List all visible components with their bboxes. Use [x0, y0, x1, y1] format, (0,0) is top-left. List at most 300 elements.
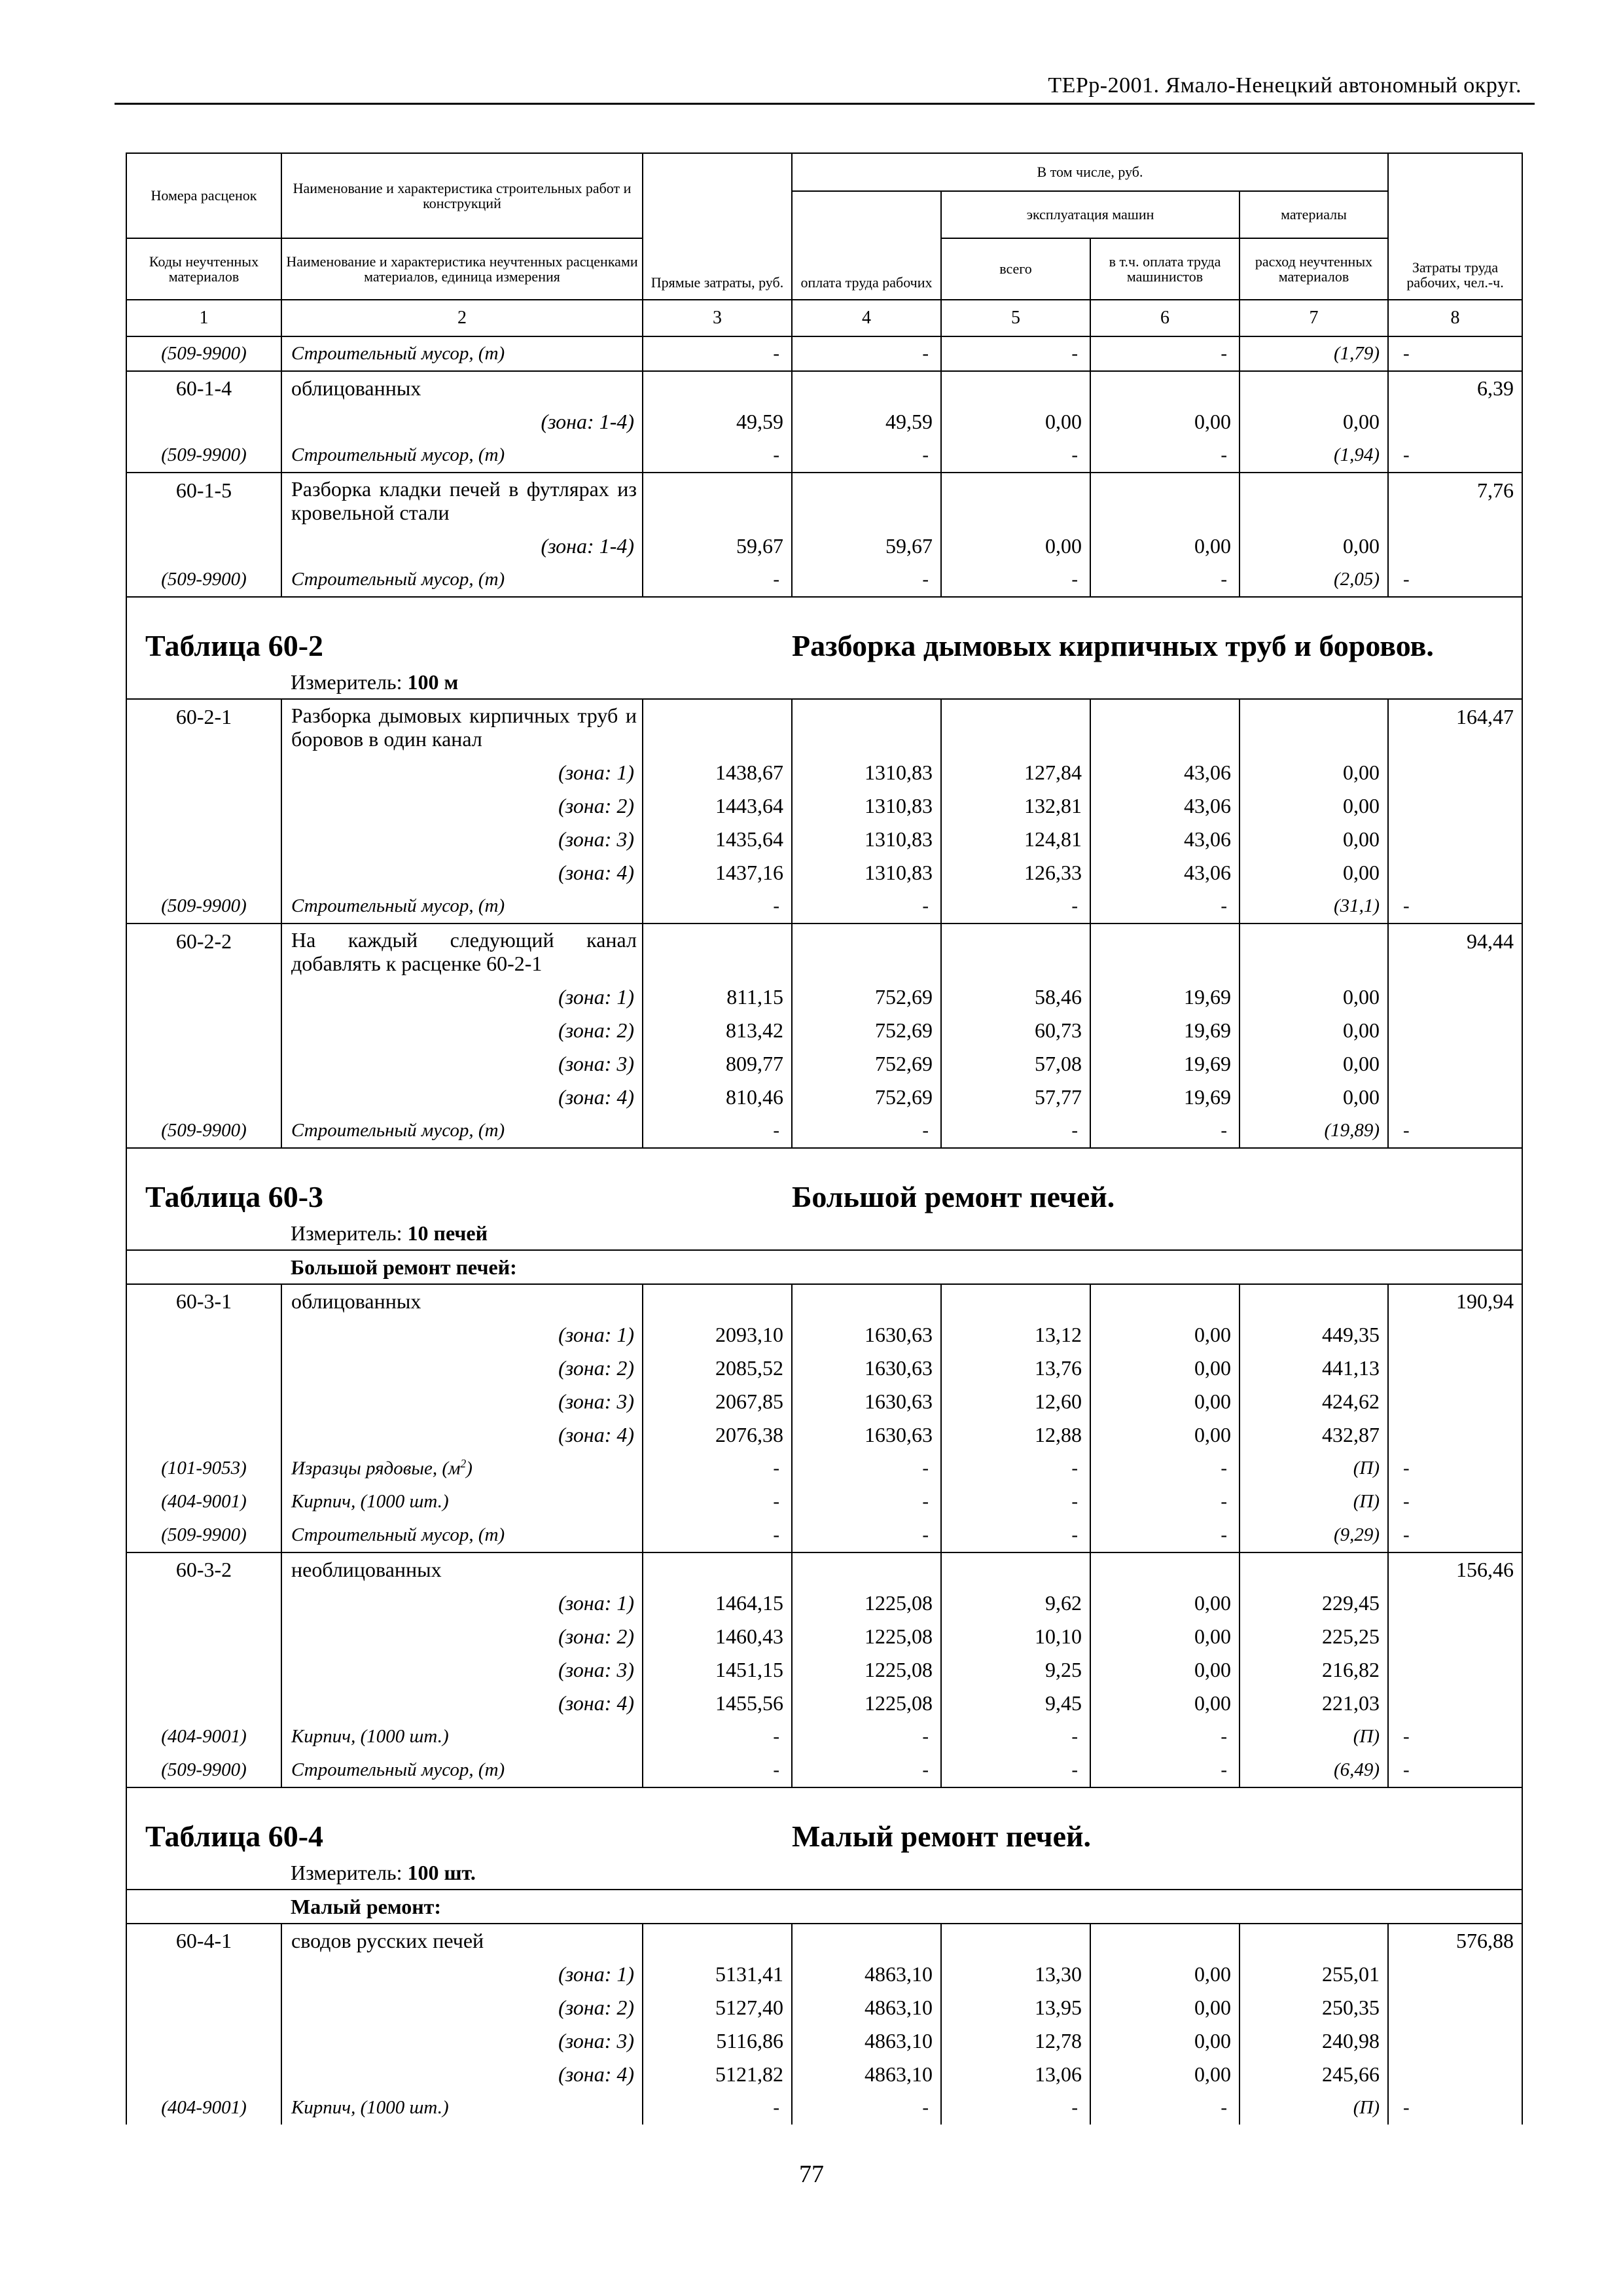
value-cell: 57,77 [941, 1081, 1090, 1114]
material-name-text: Строительный мусор, (т) [291, 444, 505, 465]
blank-cell [1240, 1552, 1388, 1587]
material-name-text: Строительный мусор, (т) [291, 1120, 505, 1141]
value-cell: 1225,08 [792, 1620, 941, 1653]
blank-cell [1090, 1924, 1240, 1958]
blank-cell [126, 1250, 281, 1284]
value-cell: 441,13 [1240, 1352, 1388, 1385]
col5-header: всего [941, 238, 1090, 300]
column-numbers-row [126, 300, 1522, 336]
blank-cell [1090, 699, 1240, 756]
table-number: Таблица 60-4 [126, 1787, 792, 1856]
value-cell: 1460,43 [643, 1620, 792, 1653]
dash-cell: - [1388, 889, 1522, 924]
dash-cell: - [941, 2091, 1090, 2125]
material-code: (509-9900) [126, 1114, 281, 1148]
blank-cell [792, 1284, 941, 1318]
value-cell: 1225,08 [792, 1587, 941, 1620]
blank-cell [126, 1081, 281, 1114]
material-name [281, 1753, 643, 1787]
zone-label: (зона: 3) [281, 2024, 643, 2058]
column-number: 8 [1388, 300, 1522, 336]
zone-row [126, 1081, 1522, 1114]
labor-cost: 156,46 [1388, 1552, 1522, 1587]
value-cell: 1310,83 [792, 756, 941, 789]
zone-row [126, 1620, 1522, 1653]
value-cell: 12,60 [941, 1385, 1090, 1418]
material-consumption: (9,29) [1240, 1518, 1388, 1552]
value-cell: 0,00 [1090, 1385, 1240, 1418]
blank-cell [1388, 1385, 1522, 1418]
blank-cell [1388, 1587, 1522, 1620]
value-cell: 19,69 [1090, 980, 1240, 1014]
dash-cell: - [643, 889, 792, 924]
value-cell: 1630,63 [792, 1385, 941, 1418]
value-cell: 221,03 [1240, 1687, 1388, 1720]
blank-cell [792, 1924, 941, 1958]
material-row [126, 1485, 1522, 1518]
zone-row [126, 2058, 1522, 2091]
dash-cell: - [941, 889, 1090, 924]
zone-row [126, 2024, 1522, 2058]
value-cell: 752,69 [792, 980, 941, 1014]
value-cell: 0,00 [1240, 405, 1388, 439]
value-cell: 229,45 [1240, 1587, 1388, 1620]
zone-label: (зона: 1-4) [281, 405, 643, 439]
zone-label: (зона: 1-4) [281, 529, 643, 563]
measure-row [126, 666, 1522, 699]
dash-cell: - [643, 1485, 792, 1518]
blank-cell [643, 1284, 792, 1318]
blank-cell [1388, 1014, 1522, 1047]
dash-cell: - [792, 563, 941, 597]
dash-cell: - [792, 1753, 941, 1787]
rate-code: 60-2-1 [126, 699, 281, 756]
blank-cell [941, 473, 1090, 529]
value-cell: 0,00 [1090, 1687, 1240, 1720]
zone-row [126, 1318, 1522, 1352]
blank-cell [126, 1217, 281, 1250]
blank-cell [126, 1991, 281, 2024]
dash-cell: - [643, 1753, 792, 1787]
value-cell: 124,81 [941, 823, 1090, 856]
value-cell: 245,66 [1240, 2058, 1388, 2091]
value-cell: 1455,56 [643, 1687, 792, 1720]
rate-name: На каждый следующий канал добавлять к расценке 60-2-1 [281, 924, 643, 980]
material-code: (509-9900) [126, 336, 281, 371]
material-row [126, 2091, 1522, 2125]
value-cell: 5131,41 [643, 1958, 792, 1991]
material-consumption: (1,79) [1240, 336, 1388, 371]
value-cell: 1443,64 [643, 789, 792, 823]
table-body [126, 153, 1522, 2125]
material-code: (509-9900) [126, 439, 281, 473]
value-cell: 0,00 [1090, 1991, 1240, 2024]
material-name [281, 889, 643, 924]
column-number: 5 [941, 300, 1090, 336]
dash-cell: - [1388, 336, 1522, 371]
col1-top-header: Номера расценок [126, 153, 281, 238]
zone-label: (зона: 1) [281, 1587, 643, 1620]
zone-row [126, 856, 1522, 889]
blank-cell [1240, 371, 1388, 405]
blank-cell [1388, 2024, 1522, 2058]
value-cell: 240,98 [1240, 2024, 1388, 2058]
material-row [126, 336, 1522, 371]
blank-cell [1388, 1991, 1522, 2024]
zone-row [126, 756, 1522, 789]
blank-cell [126, 789, 281, 823]
measure-label: Измеритель: [291, 1860, 402, 1884]
dash-cell: - [643, 1114, 792, 1148]
value-cell: 13,12 [941, 1318, 1090, 1352]
value-cell: 0,00 [1240, 1047, 1388, 1081]
value-cell: 19,69 [1090, 1014, 1240, 1047]
value-cell: 813,42 [643, 1014, 792, 1047]
material-name-end: ) [466, 1458, 473, 1479]
material-consumption: (П) [1240, 1452, 1388, 1485]
measure-value: 10 печей [407, 1221, 488, 1245]
zone-row [126, 1958, 1522, 1991]
value-cell: 424,62 [1240, 1385, 1388, 1418]
measure-label: Измеритель: [291, 670, 402, 694]
value-cell: 752,69 [792, 1047, 941, 1081]
col6-header: в т.ч. оплата труда машинистов [1090, 238, 1240, 300]
material-code: (101-9053) [126, 1452, 281, 1485]
value-cell: 0,00 [1090, 1958, 1240, 1991]
value-cell: 225,25 [1240, 1620, 1388, 1653]
blank-cell [792, 473, 941, 529]
value-cell: 2067,85 [643, 1385, 792, 1418]
blank-cell [126, 1047, 281, 1081]
dash-cell: - [941, 1518, 1090, 1552]
material-name [281, 1485, 643, 1518]
zone-row [126, 529, 1522, 563]
zone-label: (зона: 3) [281, 823, 643, 856]
rates-table [126, 152, 1523, 2125]
rate-row [126, 699, 1522, 756]
material-row [126, 889, 1522, 924]
zone-label: (зона: 1) [281, 756, 643, 789]
blank-cell [1388, 856, 1522, 889]
zone-label: (зона: 1) [281, 1318, 643, 1352]
blank-cell [1388, 756, 1522, 789]
value-cell: 1225,08 [792, 1687, 941, 1720]
dash-cell: - [941, 1485, 1090, 1518]
table-number: Таблица 60-2 [126, 597, 792, 666]
value-cell: 0,00 [1090, 1418, 1240, 1452]
material-row [126, 439, 1522, 473]
value-cell: 9,25 [941, 1653, 1090, 1687]
value-cell: 1464,15 [643, 1587, 792, 1620]
rate-row [126, 1924, 1522, 1958]
page-number: 77 [799, 2161, 824, 2188]
value-cell: 1310,83 [792, 856, 941, 889]
zone-label: (зона: 1) [281, 1958, 643, 1991]
dash-cell: - [1388, 1452, 1522, 1485]
dash-cell: - [941, 1753, 1090, 1787]
table-title-row [126, 1787, 1522, 1856]
materials-header: материалы [1240, 191, 1388, 238]
value-cell: 43,06 [1090, 756, 1240, 789]
dash-cell: - [1388, 439, 1522, 473]
zone-label: (зона: 4) [281, 1081, 643, 1114]
blank-cell [126, 1620, 281, 1653]
value-cell: 0,00 [1090, 1620, 1240, 1653]
zone-label: (зона: 4) [281, 856, 643, 889]
col1-bottom-header: Коды неучтенных материалов [126, 238, 281, 300]
value-cell: 0,00 [1090, 529, 1240, 563]
material-name-text: Кирпич, (1000 шт.) [291, 2097, 449, 2118]
zone-label: (зона: 1) [281, 980, 643, 1014]
dash-cell: - [1090, 889, 1240, 924]
labor-cost: 7,76 [1388, 473, 1522, 529]
material-consumption: (П) [1240, 1720, 1388, 1753]
blank-cell [1388, 1081, 1522, 1114]
value-cell: 0,00 [1090, 405, 1240, 439]
blank-cell [643, 1552, 792, 1587]
dash-cell: - [1388, 1114, 1522, 1148]
blank-cell [126, 1687, 281, 1720]
blank-cell [643, 699, 792, 756]
dash-cell: - [1090, 2091, 1240, 2125]
labor-cost: 190,94 [1388, 1284, 1522, 1318]
dash-cell: - [941, 439, 1090, 473]
zone-row [126, 405, 1522, 439]
section-subtitle: Малый ремонт: [281, 1890, 1522, 1924]
table-caption: Разборка дымовых кирпичных труб и боровов. [792, 597, 1522, 666]
blank-cell [1090, 924, 1240, 980]
value-cell: 809,77 [643, 1047, 792, 1081]
material-consumption: (1,94) [1240, 439, 1388, 473]
dash-cell: - [1388, 563, 1522, 597]
dash-cell: - [643, 1452, 792, 1485]
blank-cell [126, 2024, 281, 2058]
column-number: 4 [792, 300, 941, 336]
dash-cell: - [1090, 1485, 1240, 1518]
column-number: 3 [643, 300, 792, 336]
material-name-text: Строительный мусор, (т) [291, 895, 505, 916]
value-cell: 1630,63 [792, 1318, 941, 1352]
column-number: 7 [1240, 300, 1388, 336]
blank-cell [792, 1552, 941, 1587]
col8-header: Затраты труда рабочих, чел.-ч. [1388, 153, 1522, 300]
labor-cost: 94,44 [1388, 924, 1522, 980]
material-name-text: Изразцы рядовые, (м [291, 1458, 461, 1479]
value-cell: 1310,83 [792, 789, 941, 823]
zone-row [126, 1418, 1522, 1452]
blank-cell [126, 1587, 281, 1620]
blank-cell [126, 405, 281, 439]
col7-header: расход неучтенных материалов [1240, 238, 1388, 300]
zone-row [126, 1587, 1522, 1620]
col4-header: оплата труда рабочих [792, 191, 941, 300]
value-cell: 60,73 [941, 1014, 1090, 1047]
value-cell: 59,67 [792, 529, 941, 563]
blank-cell [643, 924, 792, 980]
dash-cell: - [1090, 336, 1240, 371]
value-cell: 811,15 [643, 980, 792, 1014]
material-row [126, 1114, 1522, 1148]
dash-cell: - [1388, 1485, 1522, 1518]
value-cell: 5127,40 [643, 1991, 792, 2024]
column-number: 1 [126, 300, 281, 336]
value-cell: 43,06 [1090, 823, 1240, 856]
material-name [281, 1518, 643, 1552]
value-cell: 126,33 [941, 856, 1090, 889]
rate-name: Разборка дымовых кирпичных труб и боровов в один канал [281, 699, 643, 756]
value-cell: 1225,08 [792, 1653, 941, 1687]
superscript: 2 [460, 1457, 467, 1471]
rate-code: 60-3-1 [126, 1284, 281, 1318]
dash-cell: - [1388, 1720, 1522, 1753]
zone-row [126, 1014, 1522, 1047]
blank-cell [1240, 1924, 1388, 1958]
zone-row [126, 823, 1522, 856]
value-cell: 5121,82 [643, 2058, 792, 2091]
rate-row [126, 371, 1522, 405]
blank-cell [126, 1318, 281, 1352]
material-name-text: Строительный мусор, (т) [291, 1759, 505, 1780]
blank-cell [126, 666, 281, 699]
zone-label: (зона: 2) [281, 789, 643, 823]
measure-cell [281, 1856, 1522, 1890]
dash-cell: - [643, 439, 792, 473]
zone-label: (зона: 4) [281, 1418, 643, 1452]
rate-row [126, 1552, 1522, 1587]
dash-cell: - [643, 336, 792, 371]
value-cell: 59,67 [643, 529, 792, 563]
value-cell: 0,00 [1240, 980, 1388, 1014]
measure-row [126, 1217, 1522, 1250]
blank-cell [1388, 2058, 1522, 2091]
blank-cell [941, 699, 1090, 756]
blank-cell [126, 1418, 281, 1452]
value-cell: 13,76 [941, 1352, 1090, 1385]
blank-cell [941, 924, 1090, 980]
value-cell: 0,00 [1090, 2024, 1240, 2058]
value-cell: 43,06 [1090, 789, 1240, 823]
zone-label: (зона: 4) [281, 2058, 643, 2091]
section-subtitle: Большой ремонт печей: [281, 1250, 1522, 1284]
material-consumption: (2,05) [1240, 563, 1388, 597]
blank-cell [643, 473, 792, 529]
blank-cell [1388, 1620, 1522, 1653]
rate-code: 60-2-2 [126, 924, 281, 980]
blank-cell [1090, 1552, 1240, 1587]
dash-cell: - [1090, 1452, 1240, 1485]
value-cell: 0,00 [1240, 823, 1388, 856]
value-cell: 10,10 [941, 1620, 1090, 1653]
value-cell: 250,35 [1240, 1991, 1388, 2024]
material-name-text: Строительный мусор, (т) [291, 343, 505, 364]
material-consumption: (П) [1240, 1485, 1388, 1518]
material-row [126, 1753, 1522, 1787]
value-cell: 1435,64 [643, 823, 792, 856]
blank-cell [126, 1890, 281, 1924]
dash-cell: - [643, 2091, 792, 2125]
material-consumption: (19,89) [1240, 1114, 1388, 1148]
dash-cell: - [643, 1518, 792, 1552]
table-title-row [126, 1148, 1522, 1217]
zone-row [126, 1047, 1522, 1081]
rate-row [126, 1284, 1522, 1318]
table-title-row [126, 597, 1522, 666]
value-cell: 19,69 [1090, 1081, 1240, 1114]
value-cell: 0,00 [1240, 789, 1388, 823]
material-row [126, 1720, 1522, 1753]
material-name [281, 563, 643, 597]
rate-row [126, 473, 1522, 529]
blank-cell [1388, 823, 1522, 856]
blank-cell [1240, 699, 1388, 756]
blank-cell [1388, 1318, 1522, 1352]
dash-cell: - [792, 1720, 941, 1753]
material-code: (509-9900) [126, 1518, 281, 1552]
value-cell: 0,00 [1240, 856, 1388, 889]
material-name-text: Строительный мусор, (т) [291, 1524, 505, 1545]
including-header: В том числе, руб. [792, 153, 1388, 191]
column-number: 6 [1090, 300, 1240, 336]
zone-row [126, 1687, 1522, 1720]
blank-cell [126, 1856, 281, 1890]
value-cell: 4863,10 [792, 2024, 941, 2058]
col3-header: Прямые затраты, руб. [643, 153, 792, 300]
material-name [281, 1114, 643, 1148]
dash-cell: - [1090, 439, 1240, 473]
dash-cell: - [792, 439, 941, 473]
blank-cell [1388, 789, 1522, 823]
machines-header: эксплуатация машин [941, 191, 1240, 238]
zone-row [126, 980, 1522, 1014]
blank-cell [1388, 1418, 1522, 1452]
material-name [281, 439, 643, 473]
column-number: 2 [281, 300, 643, 336]
blank-cell [126, 1958, 281, 1991]
value-cell: 1437,16 [643, 856, 792, 889]
rate-name: необлицованных [281, 1552, 643, 1587]
header-title: ТЕРр-2001. Ямало-Ненецкий автономный округ. [1048, 73, 1522, 98]
value-cell: 255,01 [1240, 1958, 1388, 1991]
labor-cost: 576,88 [1388, 1924, 1522, 1958]
blank-cell [941, 1552, 1090, 1587]
blank-cell [792, 371, 941, 405]
blank-cell [1240, 473, 1388, 529]
dash-cell: - [941, 1452, 1090, 1485]
blank-cell [1388, 405, 1522, 439]
value-cell: 0,00 [1090, 1352, 1240, 1385]
blank-cell [1240, 924, 1388, 980]
rate-name: сводов русских печей [281, 1924, 643, 1958]
zone-label: (зона: 3) [281, 1653, 643, 1687]
dash-cell: - [792, 1452, 941, 1485]
value-cell: 12,88 [941, 1418, 1090, 1452]
zone-label: (зона: 2) [281, 1620, 643, 1653]
blank-cell [1388, 529, 1522, 563]
material-name-text: Кирпич, (1000 шт.) [291, 1491, 449, 1512]
col2-top-header: Наименование и характеристика строительных работ и конструкций [281, 153, 643, 238]
material-code: (404-9001) [126, 1485, 281, 1518]
zone-label: (зона: 2) [281, 1014, 643, 1047]
value-cell: 127,84 [941, 756, 1090, 789]
zone-row [126, 1991, 1522, 2024]
value-cell: 9,45 [941, 1687, 1090, 1720]
material-row [126, 563, 1522, 597]
blank-cell [1090, 371, 1240, 405]
dash-cell: - [792, 2091, 941, 2125]
rate-name: облицованных [281, 1284, 643, 1318]
measure-row [126, 1856, 1522, 1890]
blank-cell [126, 2058, 281, 2091]
